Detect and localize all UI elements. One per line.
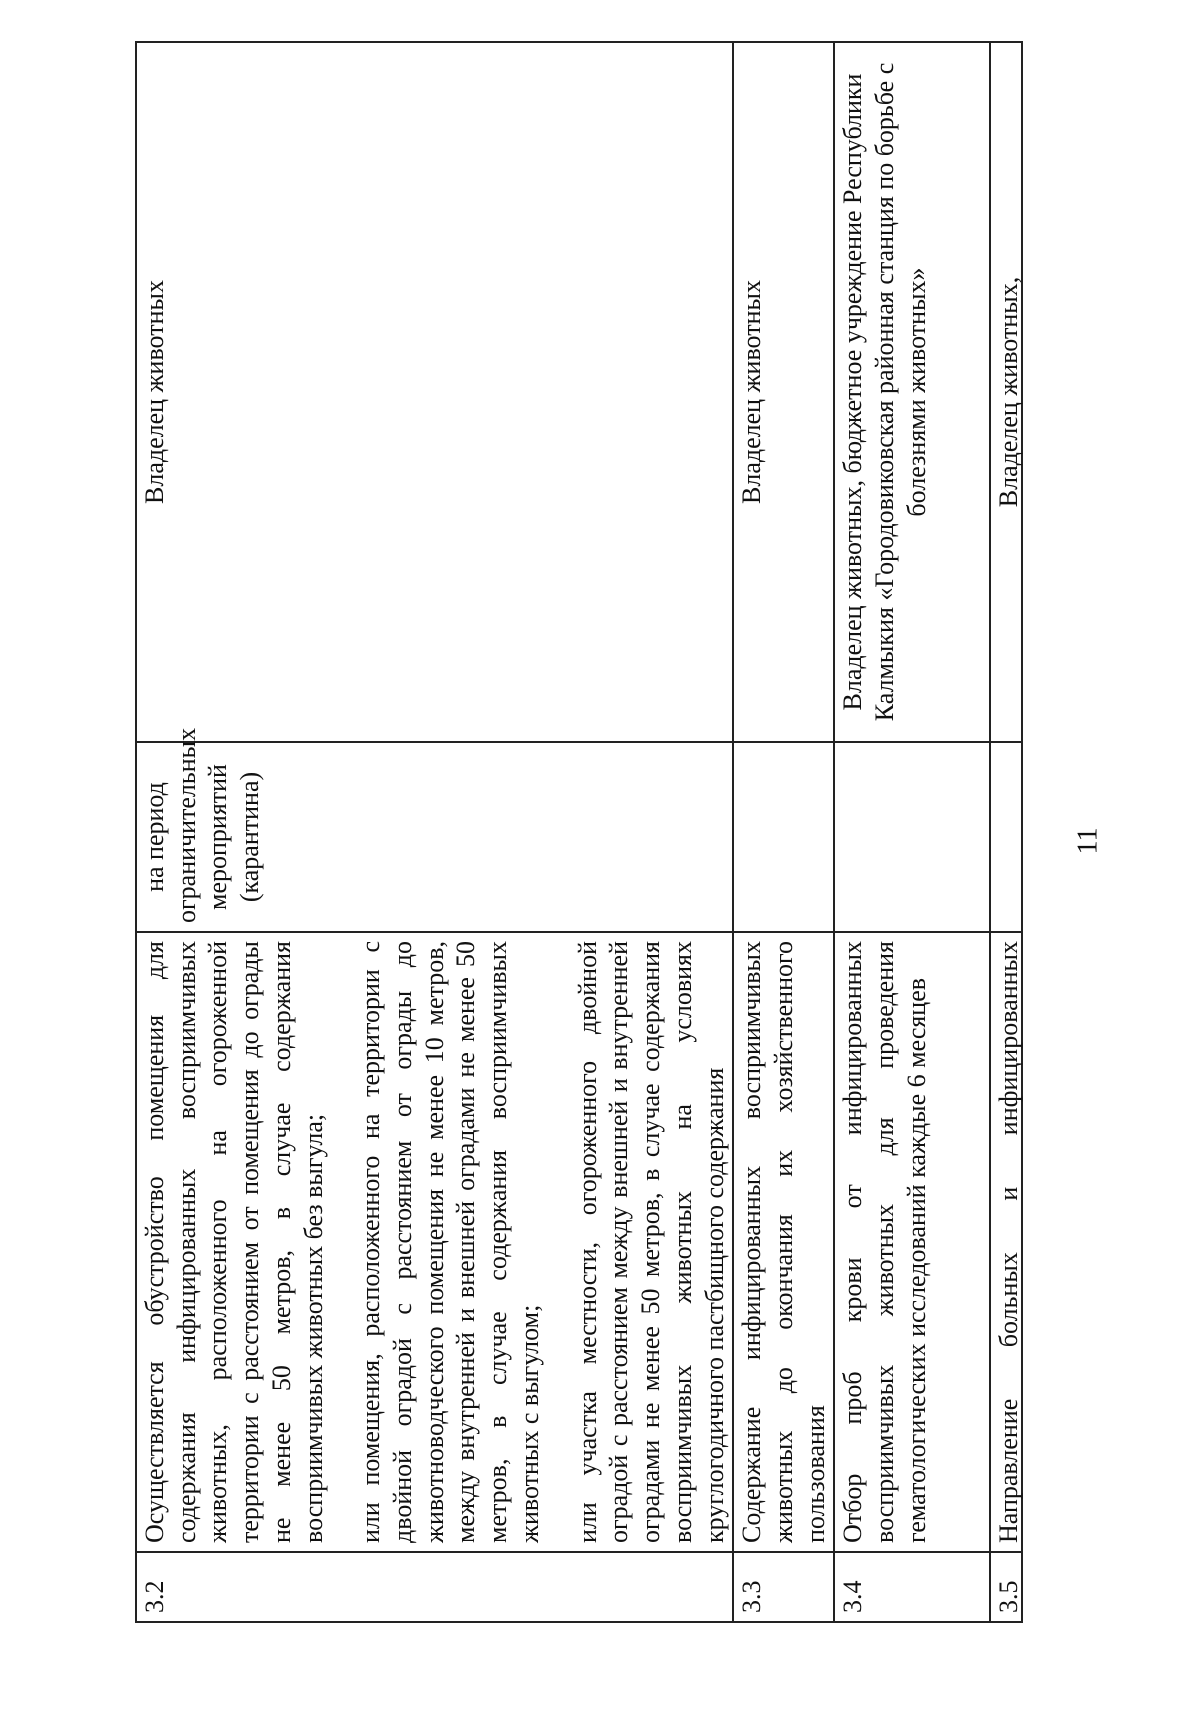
page-number: 11 bbox=[1072, 827, 1104, 855]
measure-responsible-text: Владелец животных, bbox=[994, 276, 1024, 508]
measure-paragraph: Содержание инфицированных восприимчивых животных до окончания их хозяйственного пользования bbox=[737, 941, 830, 1543]
measure-paragraph: или помещения, расположенного на территории с двойной оградой с расстоянием от ограды до животноводческого помещения не менее 10 метров, между внутренней и внешней оградами не менее 50 метров, в случае содержания восприимчивых животных с выгулом; bbox=[356, 941, 544, 1543]
measure-description bbox=[136, 932, 733, 1552]
measure-description bbox=[733, 932, 834, 1552]
row-number: 3.2 bbox=[136, 1552, 733, 1622]
row-number: 3.3 bbox=[733, 1552, 834, 1622]
measure-responsible bbox=[990, 42, 1022, 742]
table-row bbox=[733, 42, 834, 1622]
measure-term bbox=[733, 742, 834, 932]
measure-responsible: Владелец животных bbox=[136, 42, 733, 742]
measure-paragraph: Отбор проб крови от инфицированных восприимчивых животных для проведения гематологических исследований каждые 6 месяцев bbox=[838, 941, 931, 1543]
measure-responsible: Владелец животных, бюджетное учреждение Республики Калмыкия «Городовиковская районная станция по борьбе с болезнями животных» bbox=[834, 42, 990, 742]
measure-term bbox=[990, 742, 1022, 932]
measures-table bbox=[135, 41, 1023, 1623]
table-row bbox=[834, 42, 990, 1622]
rotated-page-content bbox=[135, 43, 1055, 1623]
measure-responsible: Владелец животных bbox=[733, 42, 834, 742]
row-number-text: 3.5 bbox=[994, 1580, 1024, 1613]
measure-description bbox=[834, 932, 990, 1552]
row-number: 3.4 bbox=[834, 1552, 990, 1622]
measure-paragraph: или участка местности, огороженного двойной оградой с расстоянием между внешней и внутренней оградами не менее 50 метров, в случае содержания восприимчивых животных на условиях круглогодичного пастбищного содержания bbox=[572, 941, 729, 1543]
measure-paragraph: Осуществляется обустройство помещения для содержания инфицированных восприимчивых животных, расположенного на огороженной территории с расстоянием от помещения до ограды не менее 50 метров, в случае содержания восприимчивых животных без выгула; bbox=[140, 941, 328, 1543]
row-number bbox=[990, 1552, 1022, 1622]
measure-term: на период ограничительных мероприятий (карантина) bbox=[136, 742, 733, 932]
table-row bbox=[990, 42, 1022, 1622]
measure-term bbox=[834, 742, 990, 932]
table-row bbox=[136, 42, 733, 1622]
measure-paragraph: Направление больных и инфицированных bbox=[994, 941, 1024, 1543]
measure-description bbox=[990, 932, 1022, 1552]
